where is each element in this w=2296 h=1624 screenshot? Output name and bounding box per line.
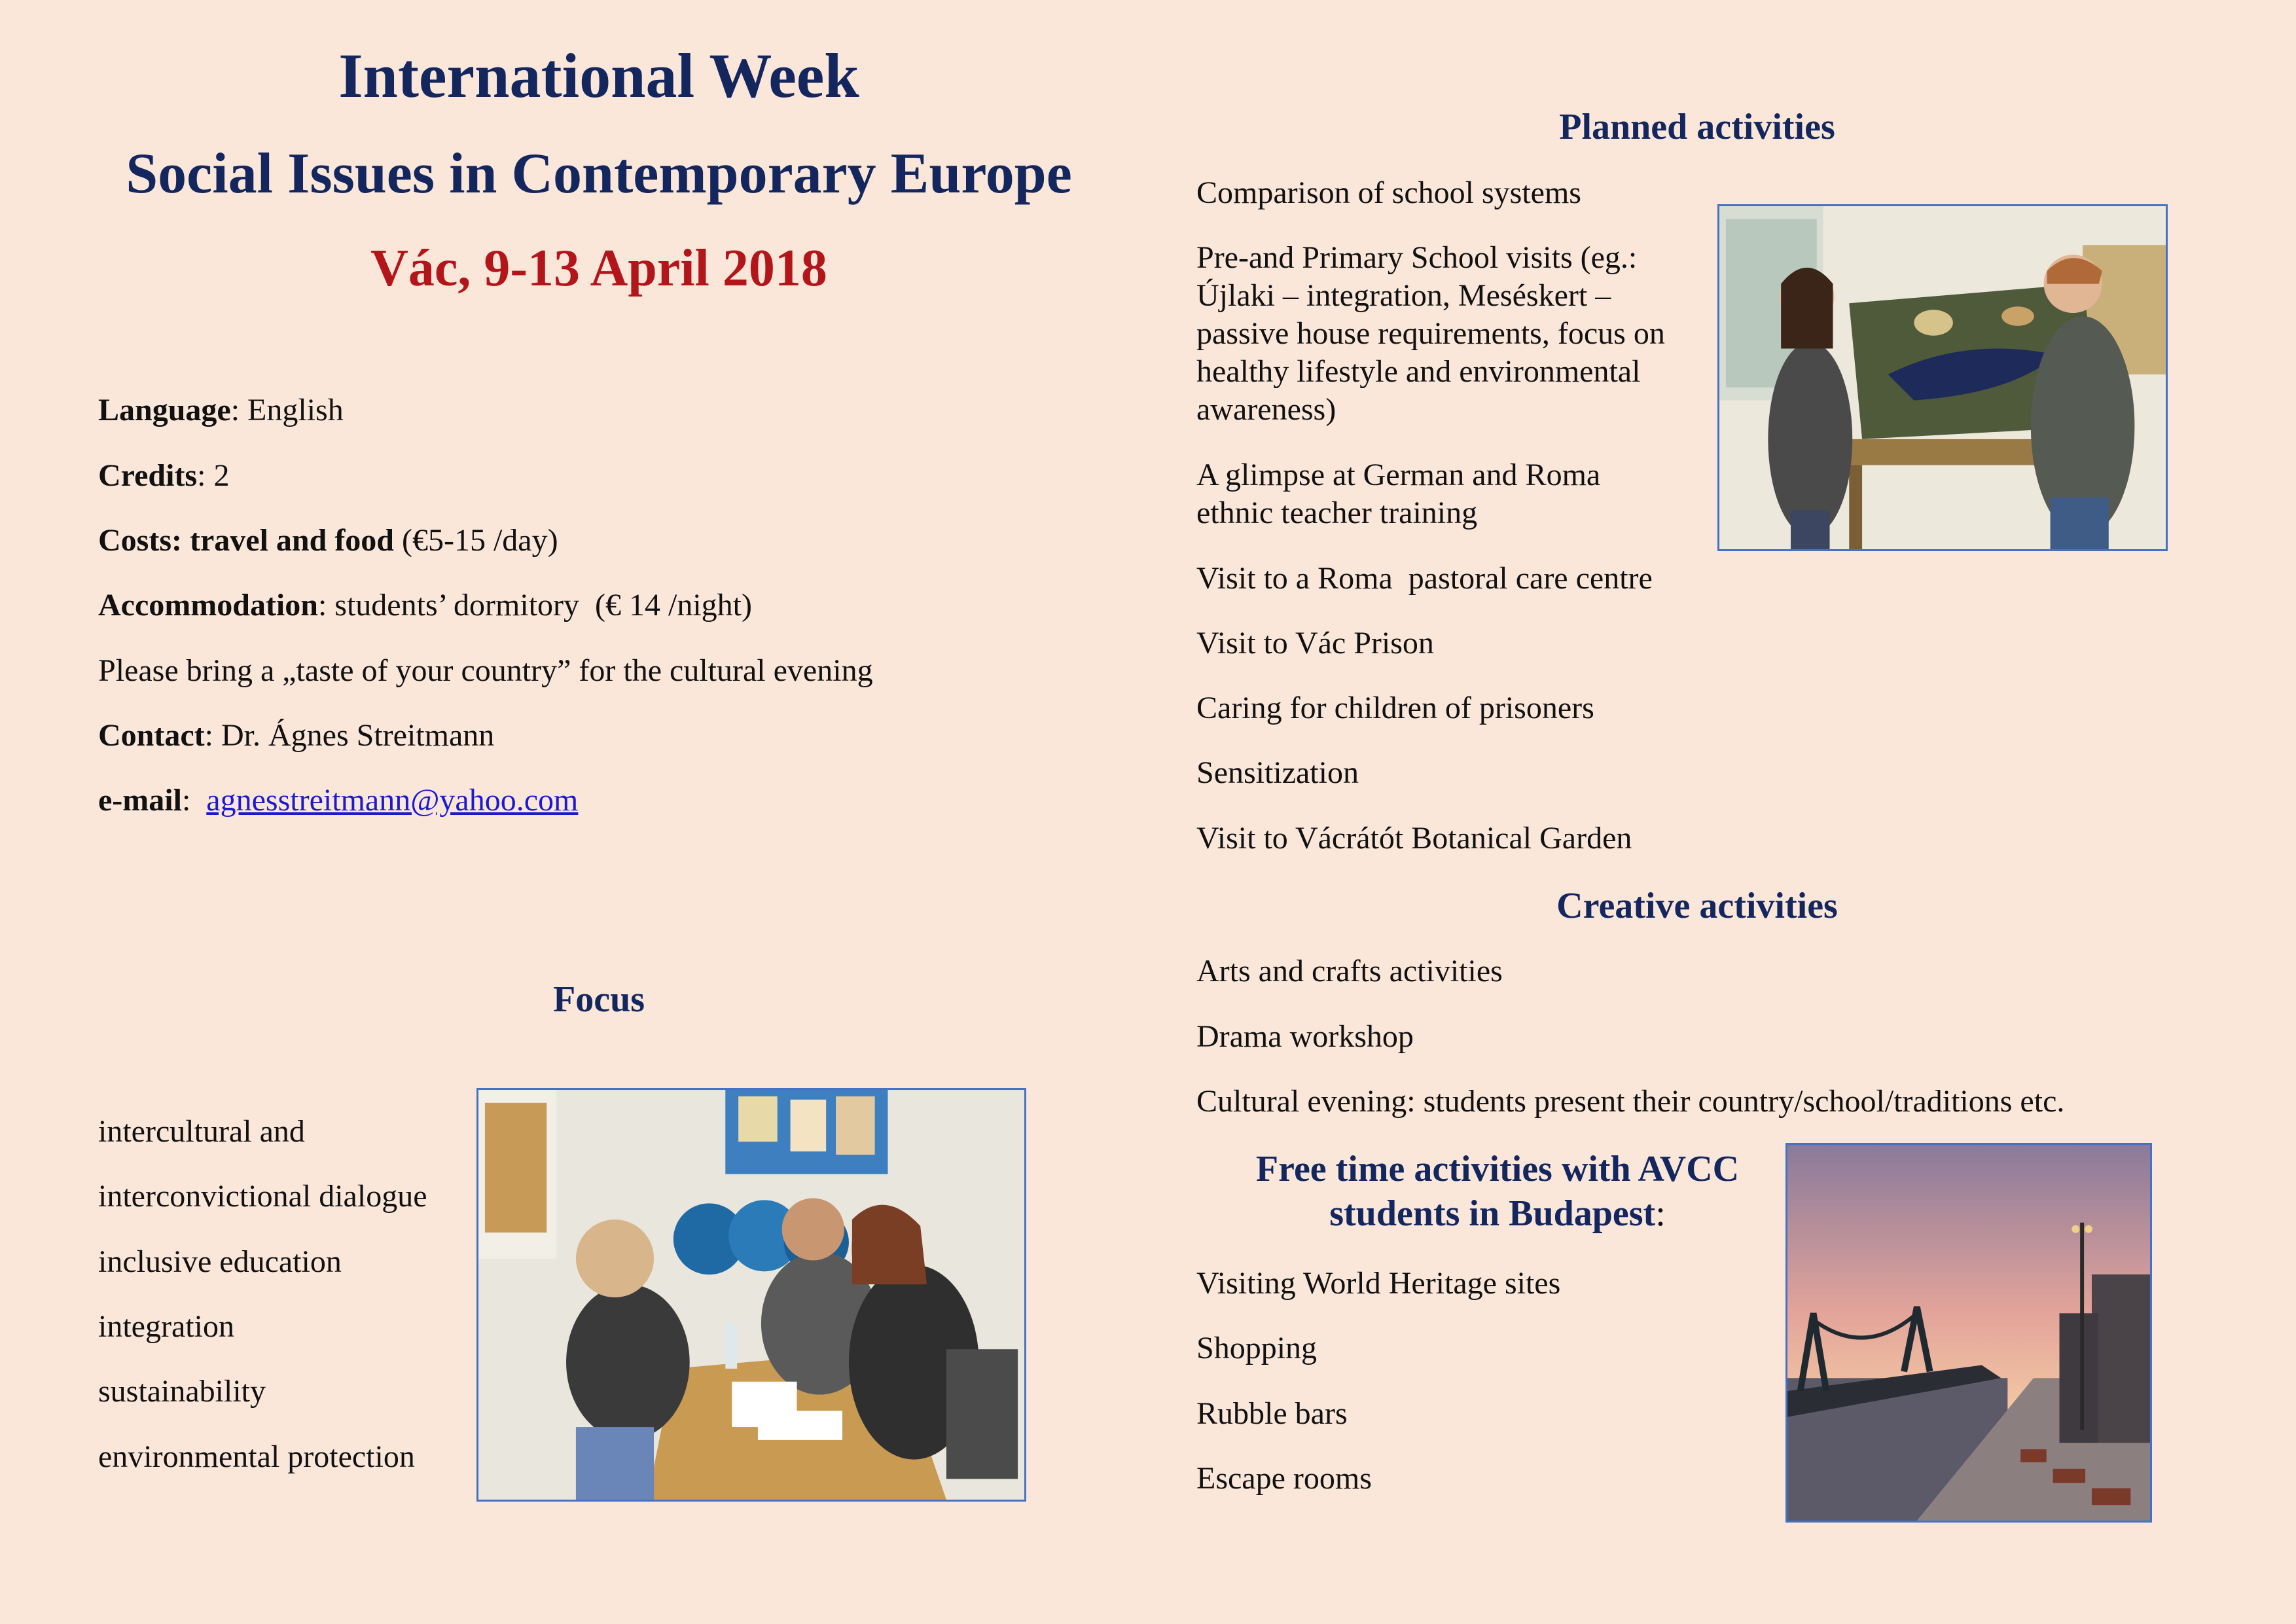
planned-item: Visit to Vác Prison [1196,626,1434,660]
free-time-heading-line2-text: students in Budapest [1329,1193,1656,1234]
email-line [98,781,578,820]
focus-heading: Focus [553,979,645,1020]
focus-item: interconvictional dialogue [98,1179,427,1214]
free-time-heading-colon: : [1655,1193,1666,1234]
planned-item: Sensitization [1196,755,1359,790]
costs-line [98,521,558,560]
focus-item: intercultural and [98,1114,305,1149]
students-table-photo [476,1088,1026,1502]
language-value: : English [230,393,344,427]
contact-value: : Dr. Ágnes Streitmann [204,718,495,753]
free-time-heading-line2 [1196,1191,1799,1236]
planned-heading: Planned activities [1559,107,1835,147]
free-time-item: Escape rooms [1196,1461,1372,1496]
creative-item: Cultural evening: students present their country/school/traditions etc. [1196,1084,2065,1119]
focus-item: environmental protection [98,1439,415,1474]
contact-line [98,716,494,755]
planned-item: Caring for children of prisoners [1196,691,1594,725]
focus-item: inclusive education [98,1244,342,1279]
planned-item: healthy lifestyle and environmental [1196,354,1641,389]
planned-item: Pre-and Primary School visits (eg.: [1196,240,1638,275]
planned-item: Újlaki – integration, Meséskert – [1196,278,1611,313]
credits-value: : 2 [197,458,230,493]
planned-item: Comparison of school systems [1196,175,1581,210]
place-date: Vác, 9-13 April 2018 [370,240,827,297]
accommodation-label: Accommodation [98,588,318,623]
bring-text: Please bring a „taste of your country” for the cultural evening [98,653,873,688]
planned-item: ethnic teacher training [1196,496,1478,530]
credits-label: Credits [98,458,198,493]
page-title: International Week [338,41,859,111]
planned-item: awareness) [1196,392,1336,427]
costs-label: Costs: travel and food [98,523,394,558]
focus-item: integration [98,1309,234,1344]
credits-line [98,456,229,496]
budapest-bridge-photo [1785,1143,2152,1523]
focus-item: sustainability [98,1374,266,1409]
free-time-item: Rubble bars [1196,1396,1348,1431]
planned-item: A glimpse at German and Roma [1196,458,1601,492]
email-label: e-mail [98,783,182,818]
language-line [98,391,344,430]
free-time-heading-line1: Free time activities with AVCC [1255,1149,1740,1189]
free-time-item: Visiting World Heritage sites [1196,1266,1561,1301]
contact-label: Contact [98,718,205,753]
free-time-heading [1196,1147,1799,1236]
email-link[interactable]: agnesstreitmann@yahoo.com [206,783,579,818]
costs-value: (€5-15 /day) [394,523,558,558]
language-label: Language [98,393,231,427]
planned-item: passive house requirements, focus on [1196,316,1665,351]
page-subtitle: Social Issues in Contemporary Europe [126,142,1072,206]
email-sep: : [181,783,207,818]
accommodation-value: : students’ dormitory (€ 14 /night) [317,588,752,623]
accommodation-line [98,586,752,625]
planned-item: Visit to a Roma pastoral care centre [1196,561,1653,596]
creative-heading: Creative activities [1556,886,1838,926]
free-time-item: Shopping [1196,1331,1318,1365]
creative-item: Arts and crafts activities [1196,954,1503,988]
model-display-photo [1717,204,2168,551]
planned-item: Visit to Vácrátót Botanical Garden [1196,821,1632,856]
creative-item: Drama workshop [1196,1019,1414,1054]
